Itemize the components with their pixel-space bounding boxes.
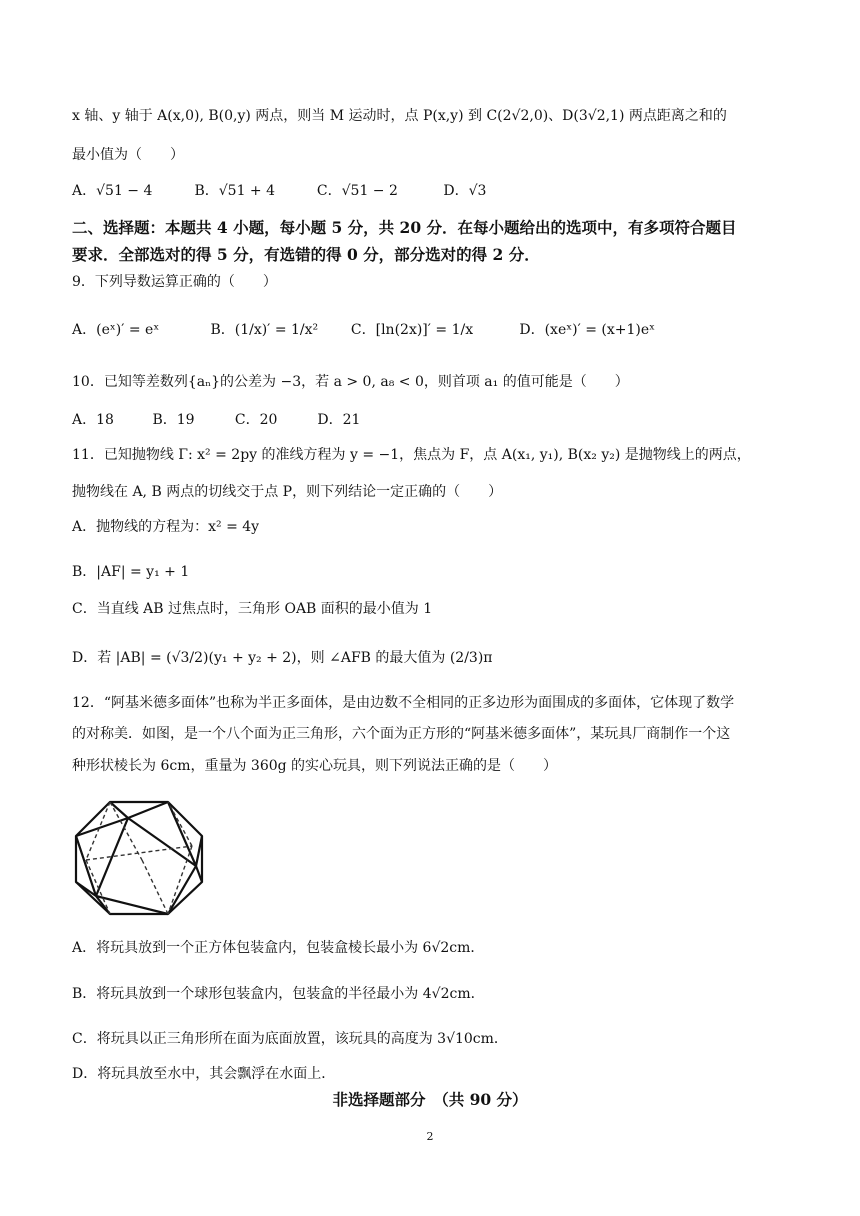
figure-hidden-edge <box>142 860 168 914</box>
q12-option-c: C．将玩具以正三角形所在面为底面放置，该玩具的高度为 3√10cm． <box>72 1031 508 1047</box>
q9-option-a: A．(eˣ)′ = eˣ <box>72 322 160 338</box>
q8-options <box>72 181 486 201</box>
section2-heading-line1: 二、选择题：本题共 4 小题，每小题 5 分，共 20 分．在每小题给出的选项中，有多项符合题目 <box>72 218 737 237</box>
q9-options <box>72 320 655 340</box>
q8-option-b: B．√51 + 4 <box>194 183 276 199</box>
cuboctahedron-figure <box>72 796 206 920</box>
q12-stem-line1: 12．“阿基米德多面体”也称为半正多面体，是由边数不全相同的正多边形为面围成的多面体，它体现了数学 <box>72 695 735 711</box>
q12-option-d: D．将玩具放至水中，其会飘浮在水面上． <box>72 1066 336 1082</box>
q9-option-c: C．[ln(2x)]′ = 1/x <box>350 322 474 338</box>
figure-edge-top <box>110 802 168 818</box>
q12-option-a: A．将玩具放到一个正方体包装盒内，包装盒棱长最小为 6√2cm． <box>72 940 485 956</box>
q8-stem-line2: 最小值为（ ） <box>72 147 184 163</box>
q12-stem-line3: 种形状棱长为 6cm，重量为 360g 的实心玩具，则下列说法正确的是（ ） <box>72 758 558 774</box>
q10-option-c: C．20 <box>234 412 278 428</box>
q8-option-d: D．√3 <box>443 183 487 199</box>
q10-option-b: B．19 <box>152 412 195 428</box>
q11-option-c: C．当直线 AB 过焦点时，三角形 OAB 面积的最小值为 1 <box>72 601 433 617</box>
q12-stem-line2: 的对称美．如图，是一个八个面为正三角形，六个面为正方形的“阿基米德多面体”，某玩具厂商制作一个这 <box>72 726 731 742</box>
figure-edge <box>76 836 96 896</box>
q10-stem: 10．已知等差数列{aₙ}的公差为 −3，若 a > 0, a₈ < 0，则首项 a₁ 的值可能是（ ） <box>72 374 629 390</box>
q9-option-d: D．(xeˣ)′ = (x+1)eˣ <box>519 322 656 338</box>
q10-option-d: D．21 <box>317 412 361 428</box>
q11-option-d: D．若 |AB| = (√3/2)(y₁ + y₂ + 2)，则 ∠AFB 的最大值为 (2/3)π <box>72 650 493 666</box>
section3-heading: 非选择题部分 （共 90 分） <box>332 1090 528 1109</box>
q8-option-a: A．√51 − 4 <box>72 183 153 199</box>
q10-options <box>72 410 360 430</box>
q9-stem: 9．下列导数运算正确的（ ） <box>72 274 277 290</box>
figure-hidden-edge <box>168 802 192 846</box>
q11-stem-line2: 抛物线在 A, B 两点的切线交于点 P，则下列结论一定正确的（ ） <box>72 484 503 500</box>
q8-stem-line1: x 轴、y 轴于 A(x,0), B(0,y) 两点，则当 M 运动时，点 P(x,y) 到 C(2√2,0)、D(3√2,1) 两点距离之和的 <box>72 108 727 124</box>
q9-option-b: B．(1/x)′ = 1/x² <box>210 322 319 338</box>
q11-stem-line1: 11．已知抛物线 Γ: x² = 2py 的准线方程为 y = −1，焦点为 F，点 A(x₁, y₁), B(x₂ y₂) 是抛物线上的两点， <box>72 447 751 463</box>
q8-option-c: C．√51 − 2 <box>316 183 398 199</box>
section2-heading-line2: 要求．全部选对的得 5 分，有选错的得 0 分，部分选对的得 2 分． <box>72 245 540 264</box>
figure-edge <box>96 818 128 896</box>
q10-option-a: A．18 <box>72 412 114 428</box>
page-number: 2 <box>426 1130 434 1143</box>
q11-option-b: B．|AF| = y₁ + 1 <box>72 564 190 580</box>
q11-option-a: A．抛物线的方程为：x² = 4y <box>72 519 260 535</box>
q12-option-b: B．将玩具放到一个球形包装盒内，包装盒的半径最小为 4√2cm． <box>72 986 485 1002</box>
